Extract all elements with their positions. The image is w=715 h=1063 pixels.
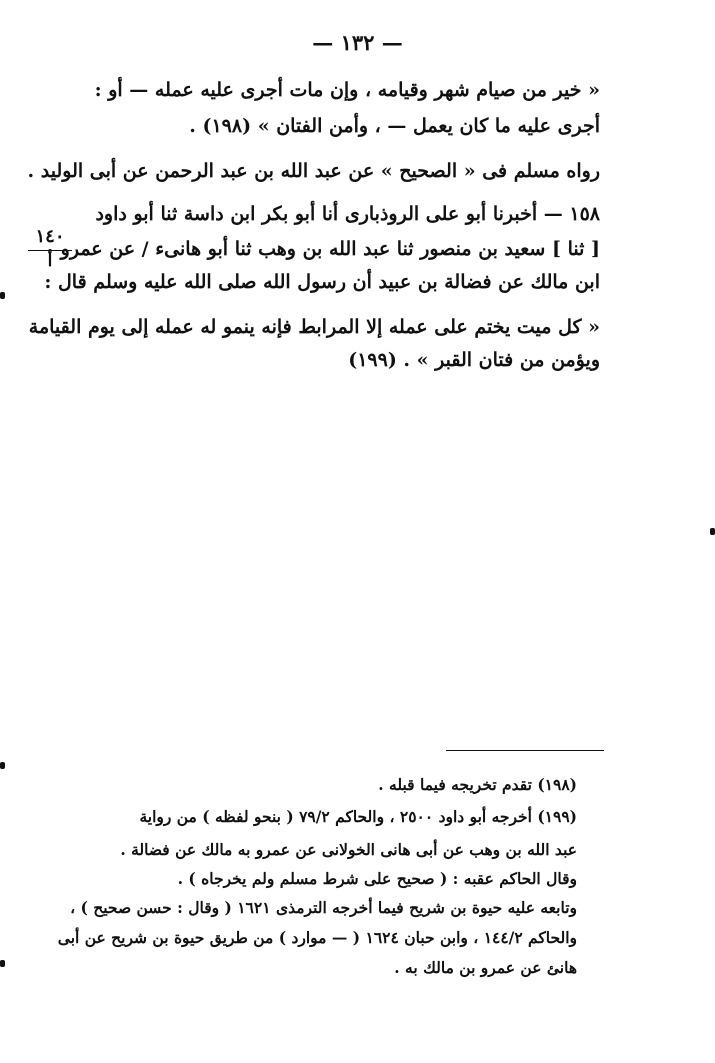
body-line: ابن مالك عن فضالة بن عبيد أن رسول الله صلى الله عليه وسلم قال :	[44, 271, 600, 293]
body-line: ويؤمن من فتان القبر » . (١٩٩)	[348, 349, 600, 371]
folio-number: ١٤٠	[28, 226, 72, 251]
footnote-separator	[446, 750, 604, 751]
body-line: رواه مسلم فى « الصحيح » عن عبد الله بن عبد الرحمن عن أبى الوليد .	[27, 160, 600, 182]
scan-edge-mark	[710, 528, 715, 535]
body-line: [ ثنا ] سعيد بن منصور ثنا عبد الله بن وهب ثنا أبو هانىء / عن عمرو	[60, 238, 600, 260]
body-line: « خير من صيام شهر وقيامه ، وإن مات أجرى عليه عمله — أو :	[94, 79, 600, 101]
scan-edge-mark	[0, 960, 5, 967]
footnote-line: (١٩٨) تقدم تخريجه فيما قبله .	[378, 775, 577, 794]
footnote-line: وتابعه عليه حيوة بن شريح فيما أخرجه الترمذى ١٦٢١ ( وقال : حسن صحيح ) ،	[70, 898, 577, 917]
footnote-line: والحاكم ١٤٤/٢ ، وابن حبان ١٦٢٤ ( — موارد ) من طريق حيوة بن شريح عن أبى	[57, 928, 577, 947]
footnote-line: وقال الحاكم عقبه : ( صحيح على شرط مسلم ولم يخرجاه ) .	[177, 869, 577, 888]
folio-side: أ	[47, 251, 53, 271]
scan-edge-mark	[0, 762, 5, 769]
page-number: — ١٣٢ —	[312, 30, 403, 55]
footnote-line: (١٩٩) أخرجه أبو داود ٢٥٠٠ ، والحاكم ٧٩/٢ ( بنحو لفظه ) من رواية	[139, 807, 577, 826]
footnote-line: عبد الله بن وهب عن أبى هانى الخولانى عن عمرو به مالك عن فضالة .	[120, 840, 577, 859]
footnote-line: هانئ عن عمرو بن مالك به .	[394, 958, 577, 977]
scan-edge-mark	[0, 292, 5, 299]
body-line: ١٥٨ — أخبرنا أبو على الروذبارى أنا أبو بكر ابن داسة ثنا أبو داود	[95, 203, 600, 225]
body-line: « كل ميت يختم على عمله إلا المرابط فإنه ينمو له عمله إلى يوم القيامة	[28, 316, 600, 338]
body-line: أجرى عليه ما كان يعمل — ، وأمن الفتان » (١٩٨) .	[189, 115, 600, 137]
